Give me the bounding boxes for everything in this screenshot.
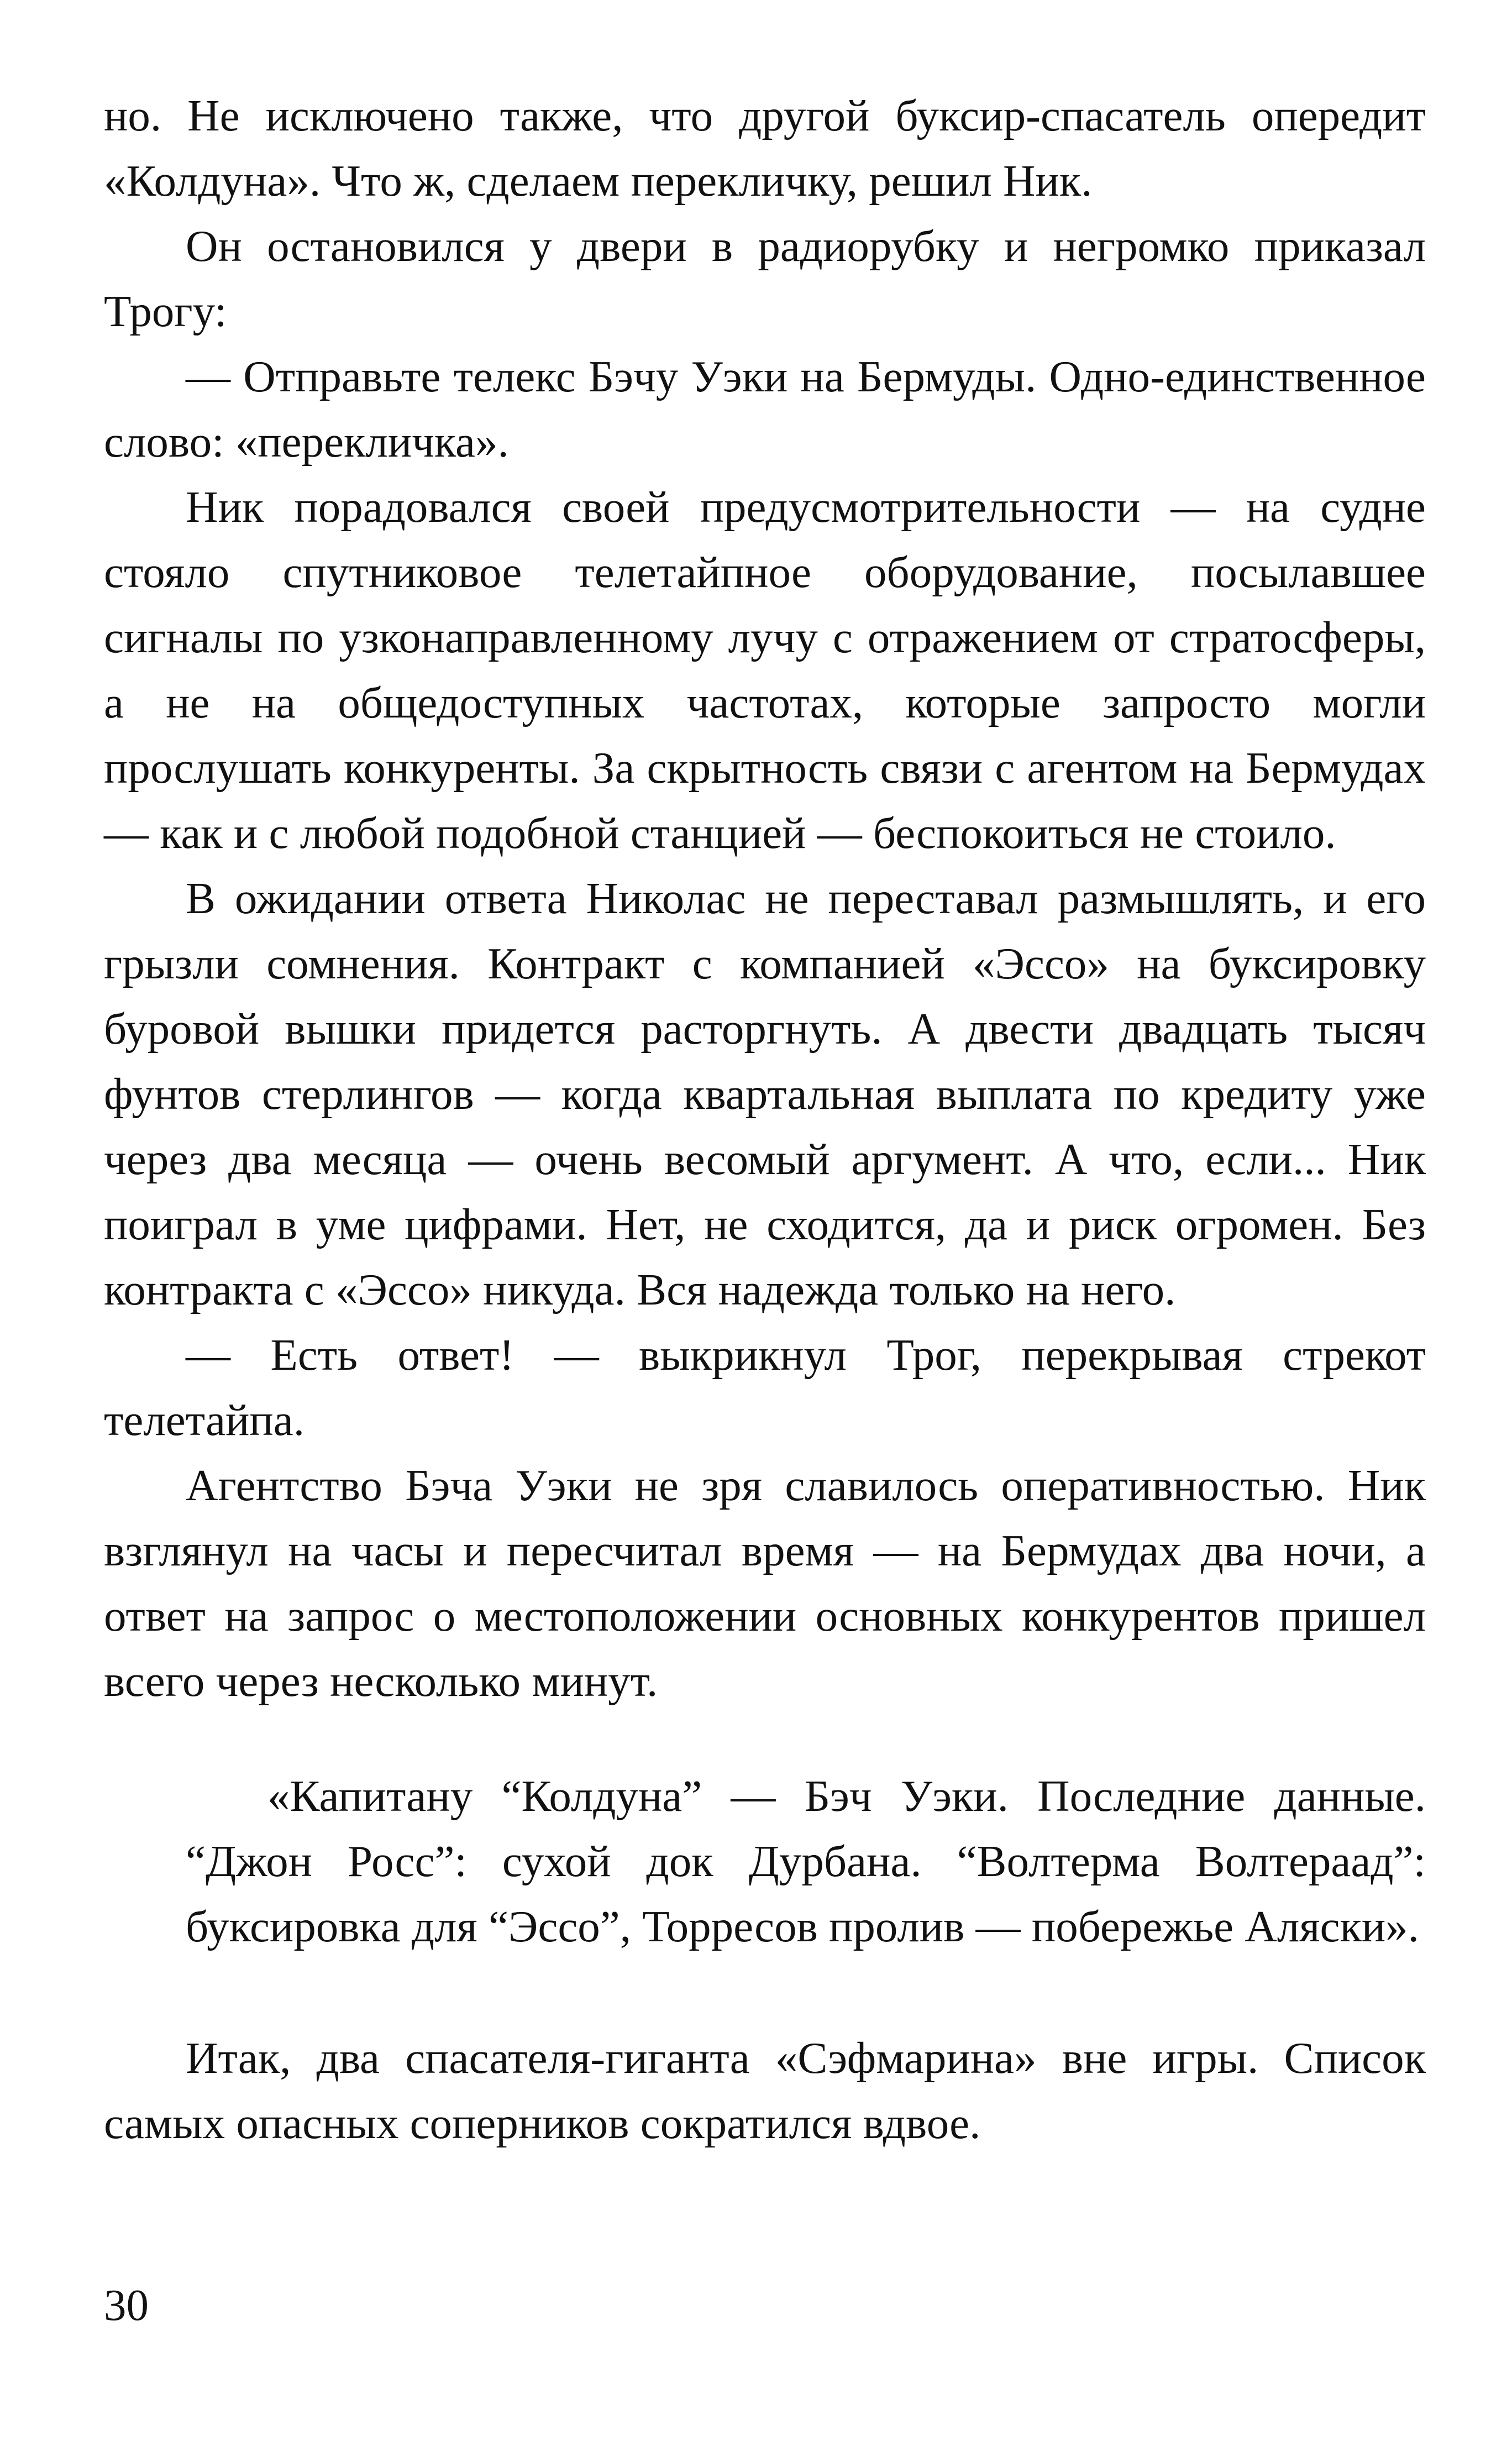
telex-message: «Капитану “Колдуна” — Бэч Уэки. Последние данные. “Джон Росс”: сухой док Дурбана. “Волтерма Волтераад”: буксировка для “Эссо”, Торресов пролив — побережье Аляски». [186,1771,1426,1951]
paragraph-telex-order: — Отправьте телекс Бэчу Уэки на Бермуды. Одно-единственное слово: «перекличка». [104,352,1426,467]
paragraph-answer-arrived: — Есть ответ! — выкрикнул Трог, перекрывая стрекот телетайпа. [104,1330,1426,1445]
paragraph-closing: Итак, два спасателя-гиганта «Сэфмарина» вне игры. Список самых опасных соперников сократился вдвое. [104,2033,1426,2148]
paragraph-agency: Агентство Бэча Уэки не зря славилось оперативностью. Ник взглянул на часы и пересчитал время — на Бермудах два ночи, а ответ на запрос о местоположении основных конкурентов пришел всего через несколько минут. [104,1460,1426,1706]
book-page [104,83,1426,2156]
paragraph-contract-doubts: В ожидании ответа Николас не переставал размышлять, и его грызли сомнения. Контракт с компанией «Эссо» на буксировку буровой вышки придется расторгнуть. А двести двадцать тысяч фунтов стерлингов — когда квартальная выплата по кредиту уже через два месяца — очень весомый аргумент. А что, если... Ник поиграл в уме цифрами. Нет, не сходится, да и риск огромен. Без контракта с «Эссо» никуда. Вся надежда только на него. [104,873,1426,1314]
paragraph-satellite-equipment: Ник порадовался своей предусмотрительности — на судне стояло спутниковое телетайпное оборудование, посылавшее сигналы по узконаправленному лучу с отражением от стратосферы, а не на общедоступных частотах, которые запросто могли прослушать конкуренты. За скрытность связи с агентом на Бермудах — как и с любой подобной станцией — беспокоиться не стоило. [104,482,1426,858]
paragraph-radio-room: Он остановился у двери в радиорубку и негромко приказал Трогу: [104,221,1426,336]
paragraph-continuation: но. Не исключено также, что другой буксир-спасатель опередит «Колдуна». Что ж, сделаем перекличку, решил Ник. [104,91,1426,206]
page-number: 30 [104,2280,149,2330]
